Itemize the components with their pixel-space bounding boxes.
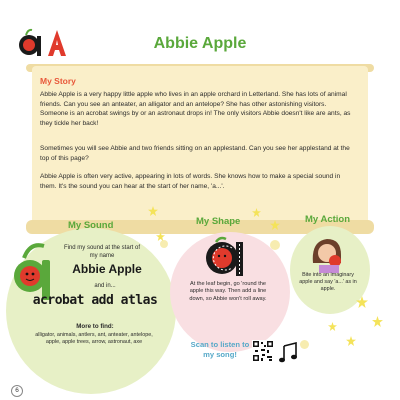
sound-heading: My Sound [68, 220, 114, 231]
star-icon [328, 322, 337, 331]
action-text: Bite into an imaginary apple and say 'a...' as in apple. [299, 272, 357, 292]
star-icon [346, 336, 356, 346]
action-heading: My Action [305, 214, 351, 225]
music-note-icon [278, 342, 298, 364]
star-icon [148, 206, 158, 216]
qr-code-icon[interactable] [252, 340, 274, 362]
star-icon [252, 208, 261, 217]
sound-name: Abbie Apple [72, 262, 142, 276]
shape-text: At the leaf begin, go 'round the apple this way. Then add a line down, so Abbie won't roll away. [189, 281, 267, 302]
story-paragraph-1: Abbie Apple is a very happy little apple who lives in an apple orchard in Letterland. She has lots of animal friends. Can you see an anteater, an alligator and an antelope? She has other astonishing visitors. Someone is an acrobat swings by or an astronaut drops in! The only visitors Abbie doesn't like are ants, as they tickle her back! [40, 91, 351, 127]
story-scroll [26, 64, 374, 234]
shape-heading: My Shape [196, 216, 241, 227]
decor-bubble [300, 340, 309, 349]
star-icon [270, 220, 280, 230]
more-to-find-heading: More to find: [76, 323, 114, 330]
decor-bubble [270, 240, 280, 250]
more-to-find-list: alligator, animals, antlers, ant, anteater, antelope, apple, apple trees, arrow, astronaut, axe [35, 332, 153, 346]
and-in-text: and in... [94, 283, 116, 289]
find-sound-text: Find my sound at the start of my name [63, 245, 141, 259]
page-title: Abbie Apple [153, 35, 247, 52]
child-biting-apple-icon [305, 233, 349, 273]
sound-words: acrobat add atlas [32, 293, 158, 308]
decor-bubble [160, 240, 168, 248]
scan-text: Scan to listen to my song! [190, 340, 250, 359]
page-number: 6 [11, 385, 23, 397]
letter-a-shape-guide-icon [202, 236, 252, 278]
story-paragraph-2: Sometimes you will see Abbie and two friends sitting on an applestand. Can you see her applestand at the top of this page? [40, 145, 350, 162]
story-paragraph-3: Abbie Apple is often very active, appearing in lots of words. She knows how to make a special sound in them. It's the sound you can hear at the start of her name, 'a...'. [40, 173, 341, 190]
story-heading: My Story [40, 76, 76, 86]
star-icon [156, 232, 165, 241]
star-icon [356, 296, 368, 308]
star-icon [372, 316, 383, 327]
